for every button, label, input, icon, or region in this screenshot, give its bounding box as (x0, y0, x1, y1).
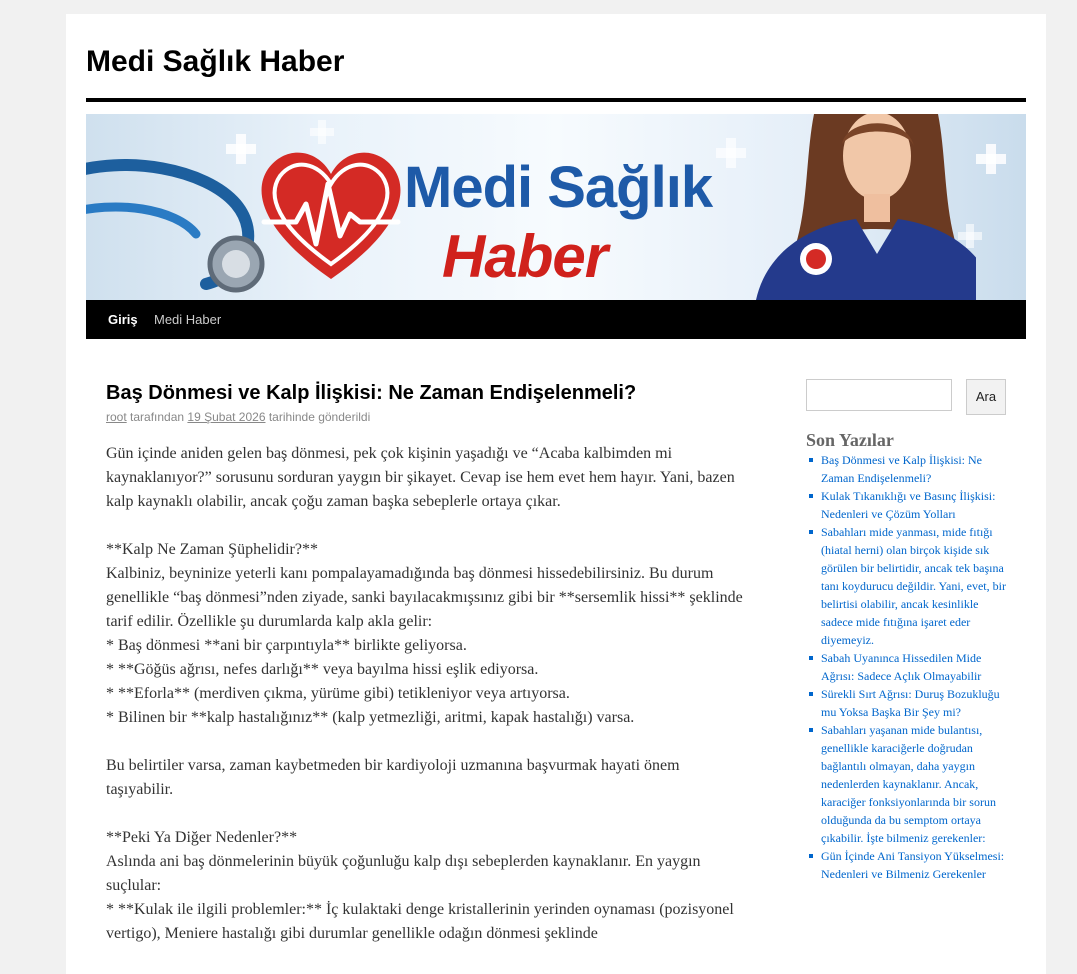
recent-post-link[interactable]: Sabah Uyanınca Hissedilen Mide Ağrısı: Sadece Açlık Olmayabilir (806, 649, 1006, 685)
post-paragraph: Bu belirtiler varsa, zaman kaybetmeden bir kardiyoloji uzmanına başvurmak hayati önem taşıyabilir. (106, 757, 680, 798)
list-item: * **Eforla** (merdiven çıkma, yürüme gibi) tetikleniyor veya artıyorsa. (106, 685, 570, 702)
post-paragraph: Kalbiniz, beyninize yeterli kanı pompalayamadığında baş dönmesi hissedebilirsiniz. Bu durum genellikle “baş dönmesi”nden ziyade, sanki bayılacakmışsınız gibi bir **sersemlik hissi** şeklinde tarif edilir. Özellikle şu durumlarda kalp akla gelir: (106, 565, 743, 630)
list-item: * **Kulak ile ilgili problemler:** İç kulaktaki denge kristallerinin yerinden oynaması (pozisyonel vertigo), Meniere hastalığı gibi durumlar genellikle odağın dönmesi şeklinde (106, 901, 734, 942)
list-item: * Baş dönmesi **ani bir çarpıntıyla** birlikte geliyorsa. (106, 637, 467, 654)
nav-item-giris[interactable]: Giriş (108, 312, 138, 327)
recent-post-link[interactable]: Sürekli Sırt Ağrısı: Duruş Bozukluğu mu Yoksa Başka Bir Şey mi? (806, 685, 1006, 721)
meta-by-text: tarafından (130, 410, 185, 424)
post-title[interactable]: Baş Dönmesi ve Kalp İlişkisi: Ne Zaman Endişelenmeli? (106, 382, 637, 404)
header-banner-image (86, 114, 1026, 300)
banner-brand-text: Medi Sağlık (404, 155, 713, 220)
search-button[interactable]: Ara (966, 379, 1006, 415)
post-paragraph: Gün içinde aniden gelen baş dönmesi, pek çok kişinin yaşadığı ve “Acaba kalbimden mi kaynaklanıyor?” sorusunu sorduran yaygın bir şikayet. Cevap ise hem evet hem hayır. Yani, bazen kalp kaynaklı olabilir, ancak çoğu zaman başka sebeplerle ortaya çıkar. (106, 445, 735, 510)
recent-post-link[interactable]: Gün İçinde Ani Tansiyon Yükselmesi: Nedenleri ve Bilmeniz Gerekenler (806, 847, 1006, 883)
post-paragraph: Aslında ani baş dönmelerinin büyük çoğunluğu kalp dışı sebeplerden kaynaklanır. En yaygın suçlular: (106, 853, 701, 894)
main-navigation (86, 300, 1026, 339)
page-wrapper (66, 14, 1046, 974)
list-item: * **Göğüs ağrısı, nefes darlığı** veya bayılma hissi eşlik ediyorsa. (106, 661, 539, 678)
list-item: * Bilinen bir **kalp hastalığınız** (kalp yetmezliği, aritmi, kapak hastalığı) varsa. (106, 709, 635, 726)
search-input[interactable] (806, 379, 952, 411)
recent-post-link[interactable]: Baş Dönmesi ve Kalp İlişkisi: Ne Zaman Endişelenmeli? (806, 451, 1006, 487)
author-link[interactable]: root (106, 410, 127, 424)
title-divider (86, 98, 1026, 102)
post-meta (106, 410, 370, 424)
recent-post-link[interactable]: Sabahları mide yanması, mide fıtığı (hiatal herni) olan birçok kişide sık görülen bir belirtidir, ancak tek başına tanı koydurucu değildir. Yani, evet, bir belirtisi olabilir, ancak kesinlikle sadece mide fıtığına işaret eder diyemeyiz. (806, 523, 1006, 649)
banner-brand-subtext: Haber (442, 223, 608, 290)
recent-posts-list (806, 451, 1006, 883)
recent-post-link[interactable]: Sabahları yaşanan mide bulantısı, genellikle karaciğerle doğrudan bağlantılı olmayan, daha yaygın nedenlerden kaynaklanır. Ancak, karaciğer fonksiyonlarında bir sorun olduğunda da bu semptom ortaya çıkabilir. İşte bilmeniz gerekenler: (806, 721, 1006, 847)
post-content (106, 442, 746, 946)
site-title[interactable]: Medi Sağlık Haber (86, 45, 345, 78)
post-heading: **Kalp Ne Zaman Şüphelidir?** (106, 541, 318, 558)
heart-logo-icon (256, 144, 406, 284)
meta-posted-text: tarihinde gönderildi (268, 410, 371, 424)
nurse-figure-image (756, 114, 976, 300)
recent-post-link[interactable]: Kulak Tıkanıklığı ve Basınç İlişkisi: Nedenleri ve Çözüm Yolları (806, 487, 1006, 523)
nav-item-medi-haber[interactable]: Medi Haber (154, 312, 222, 327)
post-date-link[interactable]: 19 Şubat 2026 (187, 410, 266, 424)
post-heading: **Peki Ya Diğer Nedenler?** (106, 829, 298, 846)
recent-posts-title: Son Yazılar (806, 430, 894, 450)
